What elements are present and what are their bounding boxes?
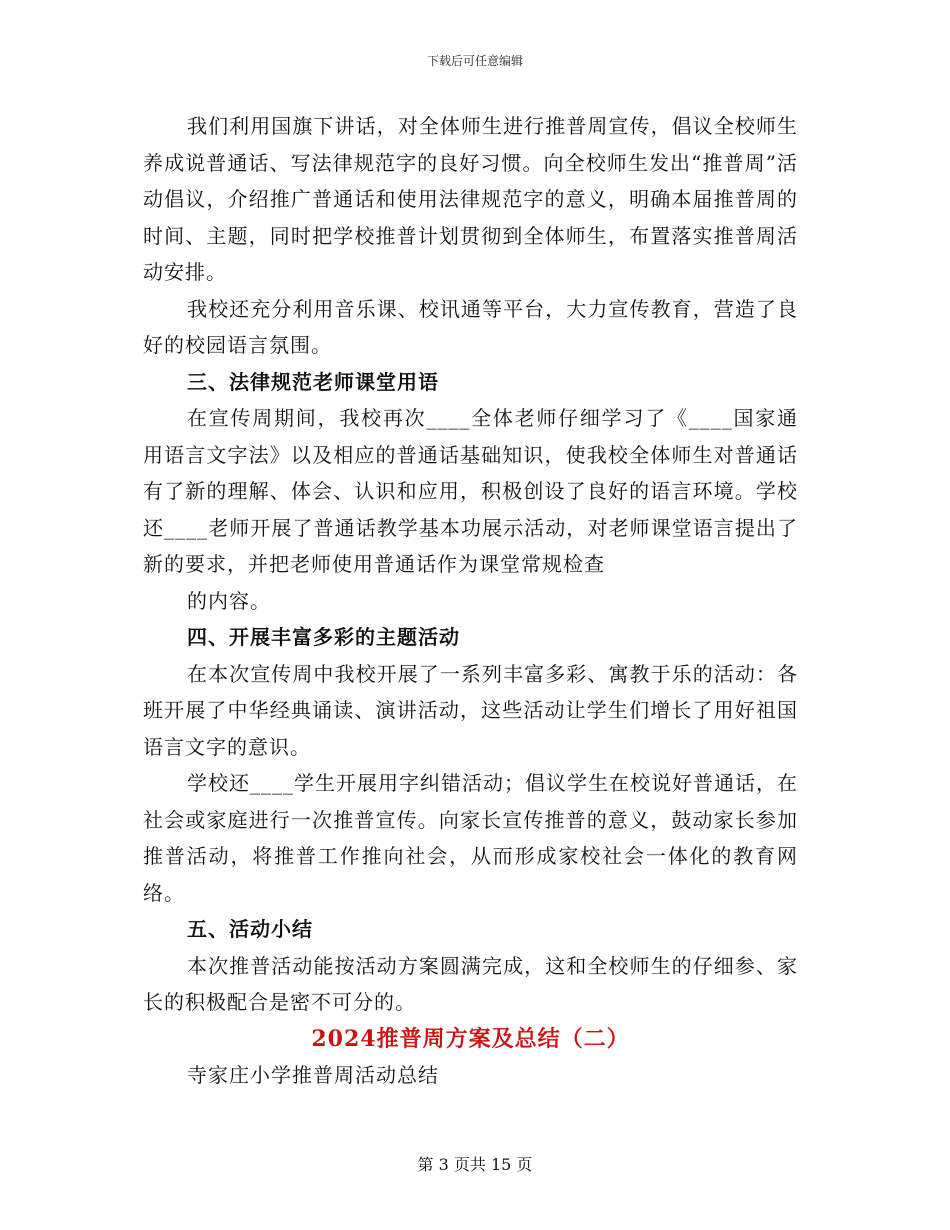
section-heading-4: 四、开展丰富多彩的主题活动 xyxy=(187,625,460,649)
document-body xyxy=(143,108,798,1093)
document-title-part-two: 2024推普周方案及总结（二） xyxy=(311,1025,630,1052)
header-note: 下载后可任意编辑 xyxy=(426,54,523,68)
paragraph-activities: 在本次宣传周中我校开展了一系列丰富多彩、寓教于乐的活动：各班开展了中华经典诵读、演讲活动，这些活动让学生们增长了用好祖国语言文字的意识。 xyxy=(143,661,798,759)
paragraph-teacher-study: 在宣传周期间，我校再次____全体老师仔细学习了《____国家通用语言文字法》以及相应的普通话基础知识，使我校全体师生对普通话有了新的理解、体会、认识和应用，积极创设了良好的语言环境。学校还____老师开展了普通话教学基本功展示活动，对老师课堂语言提出了新的要求，并把老师使用普通话作为课堂常规检查 xyxy=(143,406,798,576)
paragraph-flag-speech: 我们利用国旗下讲话，对全体师生进行推普周宣传，倡议全校师生养成说普通话、写法律规范字的良好习惯。向全校师生发出“推普周”活动倡议，介绍推广普通话和使用法律规范字的意义，明确本届推普周的时间、主题，同时把学校推普计划贯彻到全体师生，布置落实推普周活动安排。 xyxy=(143,114,798,284)
paragraph-music-class: 我校还充分利用音乐课、校讯通等平台，大力宣传教育，营造了良好的校园语言氛围。 xyxy=(143,296,798,357)
paragraph-summary: 本次推普活动能按活动方案圆满完成，这和全校师生的仔细参、家长的积极配合是密不可分的。 xyxy=(143,953,798,1014)
section-heading-3: 三、法律规范老师课堂用语 xyxy=(187,369,439,394)
section-heading-5: 五、活动小结 xyxy=(187,917,313,941)
paragraph-school-summary: 寺家庄小学推普周活动总结 xyxy=(187,1062,439,1087)
paragraph-error-correction: 学校还____学生开展用字纠错活动；倡议学生在校说好普通话，在社会或家庭进行一次推普宣传。向家长宣传推普的意义，鼓动家长参加推普活动，将推普工作推向社会，从而形成家校社会一体化的教育网络。 xyxy=(143,771,798,905)
page-number: 第 3 页共 15 页 xyxy=(417,1155,533,1174)
paragraph-continuation: 的内容。 xyxy=(187,588,271,613)
